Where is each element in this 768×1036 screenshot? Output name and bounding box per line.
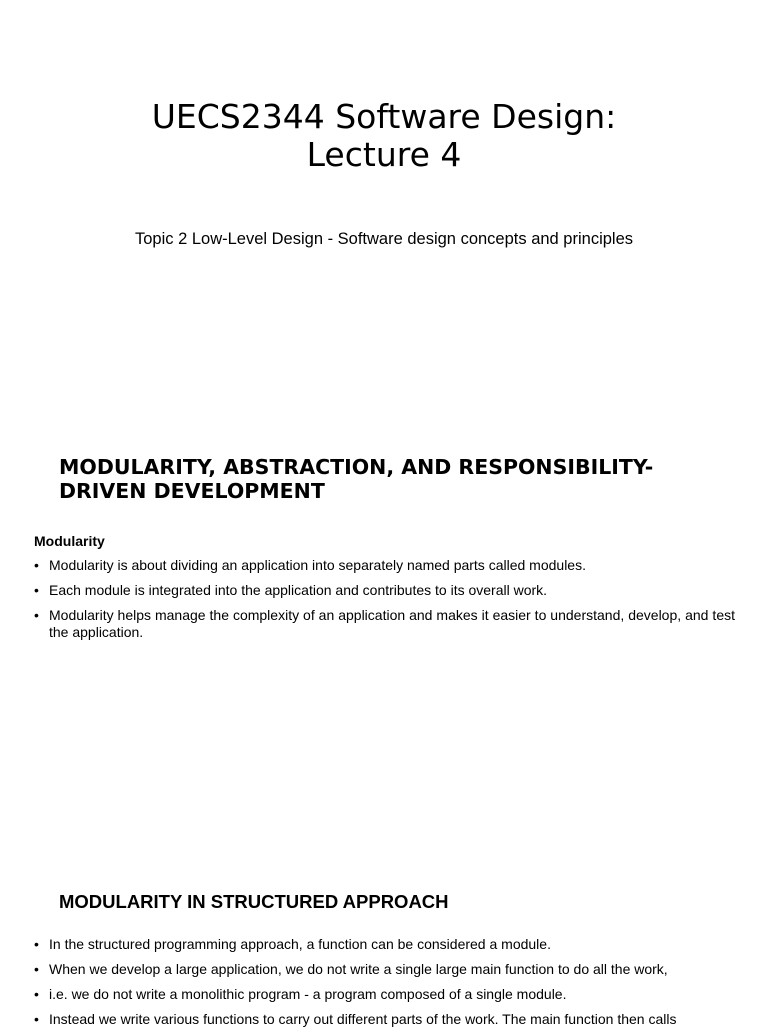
bullet-icon: • [34, 986, 39, 1002]
list-item [34, 582, 735, 599]
list-item-text: Modularity is about dividing an application into separately named parts called modules. [49, 557, 586, 573]
list-item [34, 986, 749, 1003]
bullet-list-structured [34, 936, 749, 1036]
list-item-text: Modularity helps manage the complexity of an application and makes it easier to understand, develop, and test the application. [49, 607, 735, 640]
list-item [34, 607, 735, 641]
bullet-icon: • [34, 1011, 39, 1027]
bullet-icon: • [34, 961, 39, 977]
list-item [34, 1011, 749, 1028]
section-label-modularity: Modularity [34, 533, 105, 549]
bullet-icon: • [34, 582, 39, 598]
list-item-text: i.e. we do not write a monolithic program - a program composed of a single module. [49, 986, 567, 1002]
list-item-text: When we develop a large application, we do not write a single large main function to do all the work, [49, 961, 668, 977]
bullet-icon: • [34, 936, 39, 952]
slide-heading-structured-approach: MODULARITY IN STRUCTURED APPROACH [59, 891, 449, 912]
list-item-text: In the structured programming approach, a function can be considered a module. [49, 936, 551, 952]
list-item-text: Each module is integrated into the application and contributes to its overall work. [49, 582, 548, 598]
title-line-2: Lecture 4 [306, 135, 462, 174]
bullet-icon: • [34, 557, 39, 573]
page-title [0, 98, 768, 174]
slide-heading-modularity-abstraction: MODULARITY, ABSTRACTION, AND RESPONSIBILITY-DRIVEN DEVELOPMENT [59, 455, 654, 503]
list-item-text: Instead we write various functions to carry out different parts of the work. The main function then calls [49, 1011, 677, 1027]
page-subtitle: Topic 2 Low-Level Design - Software design concepts and principles [134, 230, 634, 248]
bullet-icon: • [34, 607, 39, 623]
list-item [34, 961, 749, 978]
list-item [34, 936, 749, 953]
bullet-list-modularity [34, 557, 735, 649]
list-item [34, 557, 735, 574]
title-line-1: UECS2344 Software Design: [151, 97, 617, 136]
